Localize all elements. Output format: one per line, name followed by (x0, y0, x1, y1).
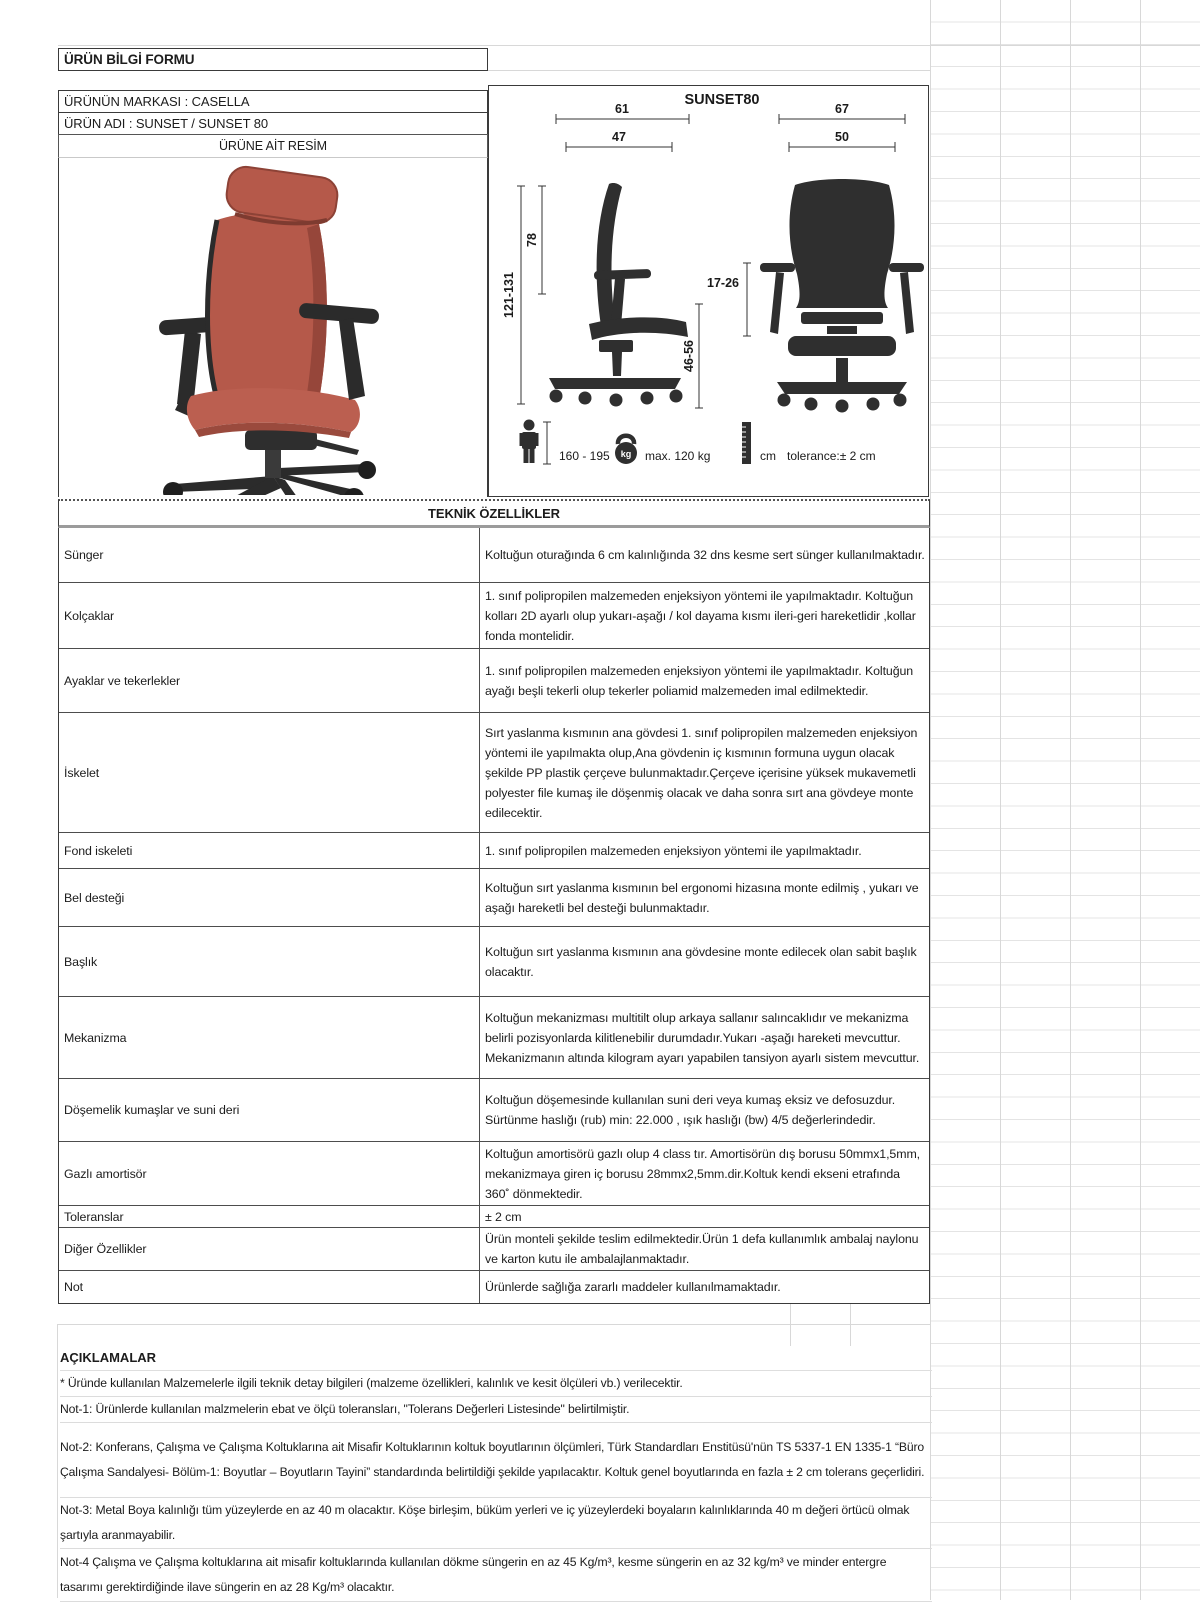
spec-desc: Koltuğun oturağında 6 cm kalınlığında 32 dns kesme sert sünger kullanılmaktadır. (485, 548, 925, 562)
spec-label: Fond iskeleti (59, 833, 480, 868)
cm-unit-text: cm (760, 449, 776, 463)
table-row (59, 649, 929, 713)
note-text: Not-2: Konferans, Çalışma ve Çalışma Koltuklarına ait Misafir Koltuklarının koltuk boyutlarının ölçümleri, Türk Standardları Enstitüsü'nün TS 5337-1 EN 1335-1 “Büro Çalışma Sandalyesi- Bölüm-1: Boyutlar – Boyutların Tayini” standardında belirtildiği şekilde yapılacaktır. Koltuk genel boyutlarında en fazla ± 2 cm tolerans geçerlidiri. (60, 1440, 925, 1479)
product-photo-cell (58, 158, 488, 497)
product-name-cell (58, 112, 488, 135)
spec-label: Toleranslar (59, 1206, 480, 1227)
spreadsheet-grid (930, 0, 1200, 1600)
spec-desc: Koltuğun döşemesinde kullanılan suni deri veya kumaş eksiz ve defosuzdur. Sürtünme haslığı (rub) min: 22.000 , ışık haslığı (bw) 4/5 değerlerindedir. (485, 1093, 896, 1127)
ruler-icon (742, 422, 751, 464)
person-icon (520, 420, 539, 464)
table-row (59, 833, 929, 869)
image-header-cell (58, 134, 488, 158)
brand-cell (58, 90, 488, 113)
table-row (59, 869, 929, 927)
spec-label: Mekanizma (59, 997, 480, 1078)
chair-side-view (549, 183, 688, 407)
table-row (59, 1271, 929, 1303)
spec-desc: ± 2 cm (485, 1209, 522, 1224)
table-row (59, 1228, 929, 1271)
product-name-text: ÜRÜN ADI : SUNSET / SUNSET 80 (64, 116, 268, 131)
table-row (59, 997, 929, 1079)
spec-label: Bel desteği (59, 869, 480, 926)
weight-icon (615, 436, 637, 464)
spec-label: Diğer Özellikler (59, 1228, 480, 1270)
spec-label: Sünger (59, 528, 480, 582)
headrest (224, 165, 339, 226)
technical-drawing (489, 86, 927, 495)
spec-desc: Koltuğun sırt yaslanma kısmının ana gövdesine monte edilecek olan sabit başlık olacaktır. (485, 944, 917, 979)
spec-label: Not (59, 1271, 480, 1303)
note-item (60, 1371, 932, 1397)
tolerance-text: tolerance:± 2 cm (787, 449, 876, 463)
table-row (59, 528, 929, 583)
spec-label: Gazlı amortisör (59, 1142, 480, 1205)
spec-table-header (58, 499, 930, 528)
grid-vline (1140, 0, 1141, 1600)
spec-desc: Koltuğun amortisörü gazlı olup 4 class tır. Amortisörün dış borusu 50mmx1,5mm, mekanizmaya giren iç borusu 28mmx2,5mm.dir.Koltuk kendi ekseni etrafında 360˚ dönmektedir. (485, 1146, 921, 1201)
grid-hline (488, 70, 930, 71)
spec-label: Ayaklar ve tekerlekler (59, 649, 480, 712)
grid-vline (850, 1302, 851, 1346)
dim-46-56: 46-56 (682, 340, 696, 372)
spec-desc: 1. sınıf polipropilen malzemeden enjeksiyon yöntemi ile yapılmaktadır. Koltuğun kolları 2D ayarlı olup yukarı-aşağı / kol dayama kısmı ileri-geri hareketlidir ,kollar fonda montelidir. (485, 588, 916, 643)
grid-vline (1000, 0, 1001, 1600)
spec-label: Kolçaklar (59, 583, 480, 648)
dim-line-46-56 (695, 304, 703, 408)
image-header-text: ÜRÜNE AİT RESİM (218, 139, 327, 153)
max-weight-text: max. 120 kg (645, 449, 711, 463)
spec-desc: 1. sınıf polipropilen malzemeden enjeksiyon yöntemi ile yapılmaktadır. (485, 843, 862, 858)
dim-47: 47 (612, 130, 626, 144)
note-text: Not-1: Ürünlerde kullanılan malzmelerin ebat ve ölçü toleransları, "Tolerans Değerleri Listesinde" belirtilmiştir. (60, 1402, 630, 1416)
spec-table (58, 528, 930, 1304)
notes-list (60, 1371, 932, 1602)
product-photo (59, 158, 486, 495)
note-text: Not-3: Metal Boya kalınlığı tüm yüzeylerde en az 40 m olacaktır. Köşe birleşim, büküm yerleri ve iç yüzeylerdeki boyaların kalınlıklarında 40 m değeri örtücü olmak şartıyla aranmayabilir. (60, 1503, 910, 1542)
spec-desc: Ürünlerde sağlığa zararlı maddeler kullanılmamaktadır. (485, 1280, 781, 1294)
brand-text: ÜRÜNÜN MARKASI : CASELLA (64, 94, 250, 109)
notes-header-text: AÇIKLAMALAR (60, 1349, 157, 1365)
spec-desc: Koltuğun sırt yaslanma kısmının bel ergonomi hizasına monte edilmiş , yukarı ve aşağı hareketli bel desteği bulunmaktadır. (485, 880, 919, 915)
table-row (59, 713, 929, 833)
table-row (59, 1206, 929, 1228)
note-item (60, 1549, 932, 1602)
seat-mechanism (245, 430, 317, 450)
spec-header-text: TEKNİK ÖZELLİKLER (428, 505, 560, 521)
dim-67: 67 (835, 102, 849, 116)
technical-drawing-cell (488, 85, 929, 497)
note-item (60, 1423, 932, 1498)
spec-label: İskelet (59, 713, 480, 832)
dim-line-121-131 (517, 186, 525, 404)
grid-hline (58, 1324, 930, 1325)
spec-desc: Ürün monteli şekilde teslim edilmektedir.Ürün 1 defa kullanımlık ambalaj naylonu ve karton kutu ile ambalajlanmaktadır. (485, 1232, 919, 1266)
drawing-title: SUNSET80 (684, 92, 760, 108)
notes-header (60, 1344, 932, 1371)
dim-61: 61 (615, 102, 629, 116)
height-range-text: 160 - 195 (559, 449, 610, 463)
grid-vline (1070, 0, 1071, 1600)
table-row (59, 583, 929, 649)
gas-lift (265, 446, 281, 478)
grid-vline (57, 1324, 58, 1598)
dim-50: 50 (835, 130, 849, 144)
dim-line-78 (538, 186, 546, 294)
spec-desc: Sırt yaslanma kısmının ana gövdesi 1. sınıf polipropilen malzemeden enjeksiyon yöntemi ile yapılmakta olup,Ana gövdenin iç kısmının formuna uygun olacak şekilde PP plastik çerçeve bulunmaktadır.Çerçeve içerisine yüksek mukavemetli polyester file kumaş ile döşenmiş olacak ve daha sonra sırt ana gövdeye monte edilecektir. (485, 725, 918, 820)
table-row (59, 1079, 929, 1142)
note-text: * Üründe kullanılan Malzemelerle ilgili teknik detay bilgileri (malzeme özellikleri, kalınlık ve kesit ölçüleri vb.) verilecektir. (60, 1376, 683, 1390)
height-measure-line (543, 422, 551, 464)
dim-78: 78 (525, 233, 539, 247)
table-row (59, 927, 929, 997)
dim-121-131: 121-131 (502, 272, 516, 318)
dim-line-17-26 (743, 263, 751, 336)
spec-label: Başlık (59, 927, 480, 996)
page-title-text: ÜRÜN BİLGİ FORMU (64, 52, 195, 67)
chair-front-view (760, 179, 924, 413)
spec-desc: 1. sınıf polipropilen malzemeden enjeksiyon yöntemi ile yapılmaktadır. Koltuğun ayağı beşli tekerli olup tekerler poliamid malzemeden imal edilmektedir. (485, 663, 914, 698)
table-row (59, 1142, 929, 1206)
spec-desc: Koltuğun mekanizması multitilt olup arkaya sallanır salıncaklıdır ve mekanizma belirli pozisyonlarda kilitlenebilir durumdadır.Yukarı -aşağı hareketi mevcuttur. Mekanizmanın altında kilogram ayarı yapabilen tansiyon ayarlı sistem mevcuttur. (485, 1010, 920, 1065)
grid-vline (790, 1302, 791, 1346)
notes-section (60, 1344, 932, 1602)
note-text: Not-4 Çalışma ve Çalışma koltuklarına ait misafir koltuklarında kullanılan dökme süngerin en az 45 Kg/m³, kesme süngerin en az 32 kg/m³ ve minder entergre tasarımı gerektirdiğinde ilave süngerin en az 28 Kg/m³ olacaktır. (60, 1555, 887, 1594)
note-item (60, 1397, 932, 1423)
spec-label: Döşemelik kumaşlar ve suni deri (59, 1079, 480, 1141)
grid-hline (58, 45, 1200, 46)
kg-label: kg (620, 449, 632, 459)
dim-17-26: 17-26 (707, 276, 739, 290)
page-title (58, 48, 488, 71)
note-item (60, 1498, 932, 1549)
